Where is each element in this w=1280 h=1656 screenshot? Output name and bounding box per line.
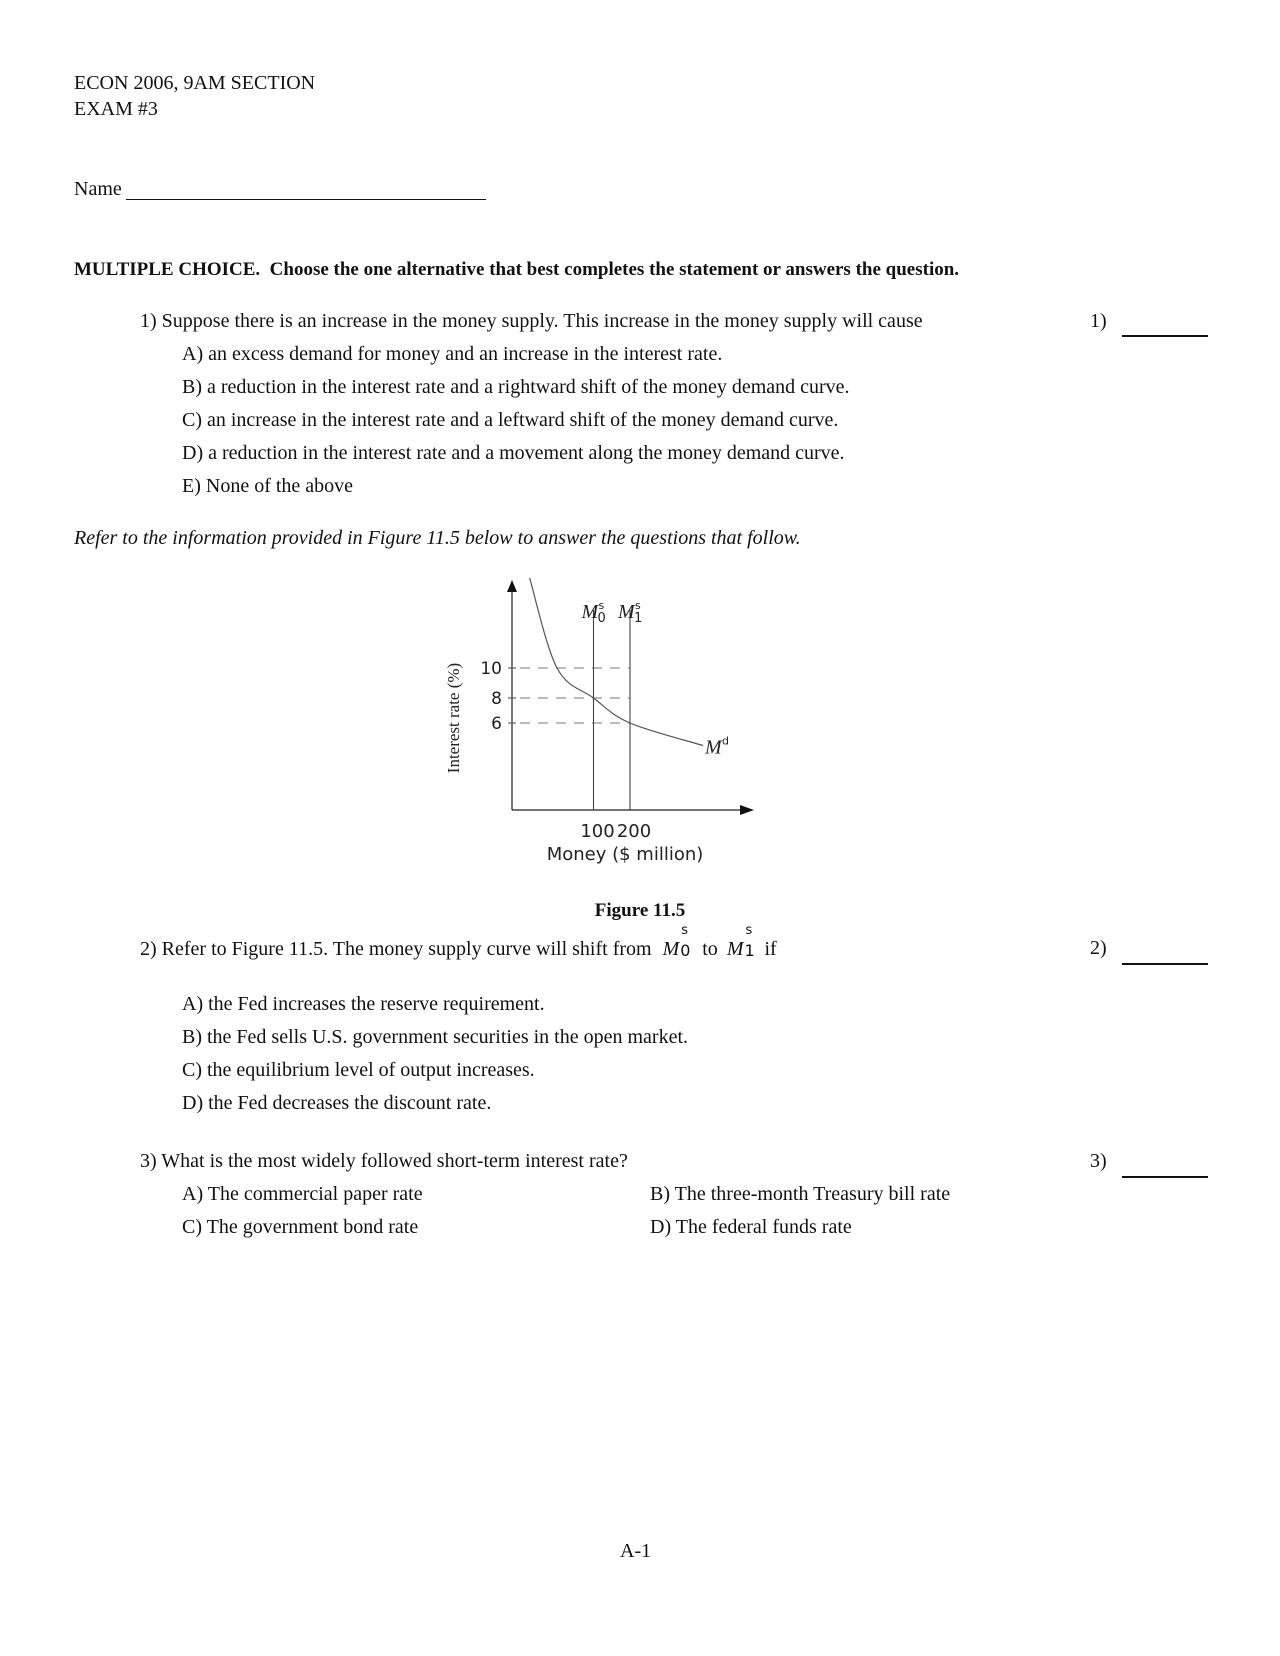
x-tick-label-100: 100 bbox=[580, 821, 615, 842]
label-ms0: M bbox=[581, 601, 599, 623]
q1-stem: 1) Suppose there is an increase in the money supply. This increase in the money supply will cause bbox=[140, 310, 923, 332]
q2-stem-before: 2) Refer to Figure 11.5. The money supply curve will shift from bbox=[140, 938, 652, 960]
q2-to-var: M bbox=[726, 938, 744, 960]
q1-option-a[interactable]: A) an excess demand for money and an increase in the interest rate. bbox=[182, 343, 723, 365]
q1-option-c[interactable]: C) an increase in the interest rate and a leftward shift of the money demand curve. bbox=[182, 409, 839, 431]
figure-caption-wrap bbox=[420, 900, 860, 922]
q2-from-script bbox=[679, 923, 691, 960]
label-md-sup: d bbox=[722, 734, 729, 748]
q2-to-script bbox=[743, 923, 755, 960]
q2-answer-label: 2) bbox=[1090, 937, 1107, 959]
chart-supply-lines bbox=[594, 610, 631, 810]
x-axis-title: Money ($ million) bbox=[546, 844, 704, 865]
page-footer: A-1 bbox=[620, 1540, 652, 1562]
chart-demand-curve bbox=[530, 578, 703, 746]
label-ms1: M bbox=[618, 601, 635, 623]
course-title: ECON 2006, 9AM SECTION bbox=[74, 72, 316, 94]
label-ms0-sup: s bbox=[598, 599, 605, 612]
q1-answer-label: 1) bbox=[1090, 310, 1107, 332]
q3-option-c[interactable]: C) The government bond rate bbox=[182, 1216, 419, 1238]
q2-stem-after: if bbox=[764, 938, 777, 960]
q2-to-sup: s bbox=[745, 923, 753, 938]
q2-stem bbox=[140, 923, 777, 961]
q3-answer-label: 3) bbox=[1090, 1150, 1107, 1172]
q2-to-sub: 1 bbox=[744, 941, 755, 960]
demand-curve-md bbox=[530, 578, 703, 746]
chart-tick-labels bbox=[480, 659, 651, 842]
q3-answer-blank[interactable] bbox=[1122, 1176, 1208, 1178]
y-tick-label-10: 10 bbox=[480, 659, 502, 679]
x-tick-label-200: 200 bbox=[616, 821, 652, 842]
figure-11-5-chart bbox=[420, 570, 860, 900]
y-tick-label-8: 8 bbox=[491, 689, 502, 709]
q1-answer-blank[interactable] bbox=[1122, 335, 1208, 337]
y-axis-arrow bbox=[507, 580, 517, 592]
q1-option-d[interactable]: D) a reduction in the interest rate and a movement along the money demand curve. bbox=[182, 442, 845, 464]
instructions bbox=[74, 259, 959, 281]
q2-from-sup: s bbox=[681, 923, 689, 938]
y-axis-title: Interest rate (%) bbox=[444, 662, 463, 774]
instructions-heading: MULTIPLE CHOICE. bbox=[74, 259, 261, 280]
q3-option-a[interactable]: A) The commercial paper rate bbox=[182, 1183, 423, 1205]
y-tick-label-6: 6 bbox=[491, 714, 502, 734]
q3-stem: 3) What is the most widely followed short-term interest rate? bbox=[140, 1150, 628, 1172]
q3-option-d[interactable]: D) The federal funds rate bbox=[650, 1216, 852, 1238]
label-ms1-sup: s bbox=[635, 599, 641, 612]
x-axis-arrow bbox=[740, 805, 754, 815]
q2-answer-blank[interactable] bbox=[1122, 963, 1208, 965]
name-label: Name bbox=[74, 178, 122, 200]
q2-from-sub: 0 bbox=[680, 941, 691, 960]
refer-note: Refer to the information provided in Figure 11.5 below to answer the questions that follow. bbox=[74, 527, 801, 549]
chart-reference-lines bbox=[508, 668, 630, 723]
q2-to-word: to bbox=[702, 938, 718, 960]
name-field[interactable] bbox=[126, 199, 486, 200]
q2-option-a[interactable]: A) the Fed increases the reserve requirement. bbox=[182, 993, 545, 1015]
exam-title: EXAM #3 bbox=[74, 98, 158, 120]
instructions-text: Choose the one alternative that best completes the statement or answers the question. bbox=[269, 259, 960, 280]
label-ms0-sub: 0 bbox=[597, 611, 606, 626]
figure-caption: Figure 11.5 bbox=[594, 900, 686, 921]
q2-option-b[interactable]: B) the Fed sells U.S. government securities in the open market. bbox=[182, 1026, 689, 1048]
q1-option-b[interactable]: B) a reduction in the interest rate and a rightward shift of the money demand curve. bbox=[182, 376, 850, 398]
q1-option-e[interactable]: E) None of the above bbox=[182, 475, 354, 497]
q3-option-b[interactable]: B) The three-month Treasury bill rate bbox=[650, 1183, 951, 1205]
q2-option-c[interactable]: C) the equilibrium level of output increases. bbox=[182, 1059, 535, 1081]
q2-from-var: M bbox=[662, 938, 680, 960]
label-ms1-sub: 1 bbox=[634, 611, 643, 626]
label-md: M bbox=[705, 736, 722, 759]
q2-option-d[interactable]: D) the Fed decreases the discount rate. bbox=[182, 1092, 492, 1114]
